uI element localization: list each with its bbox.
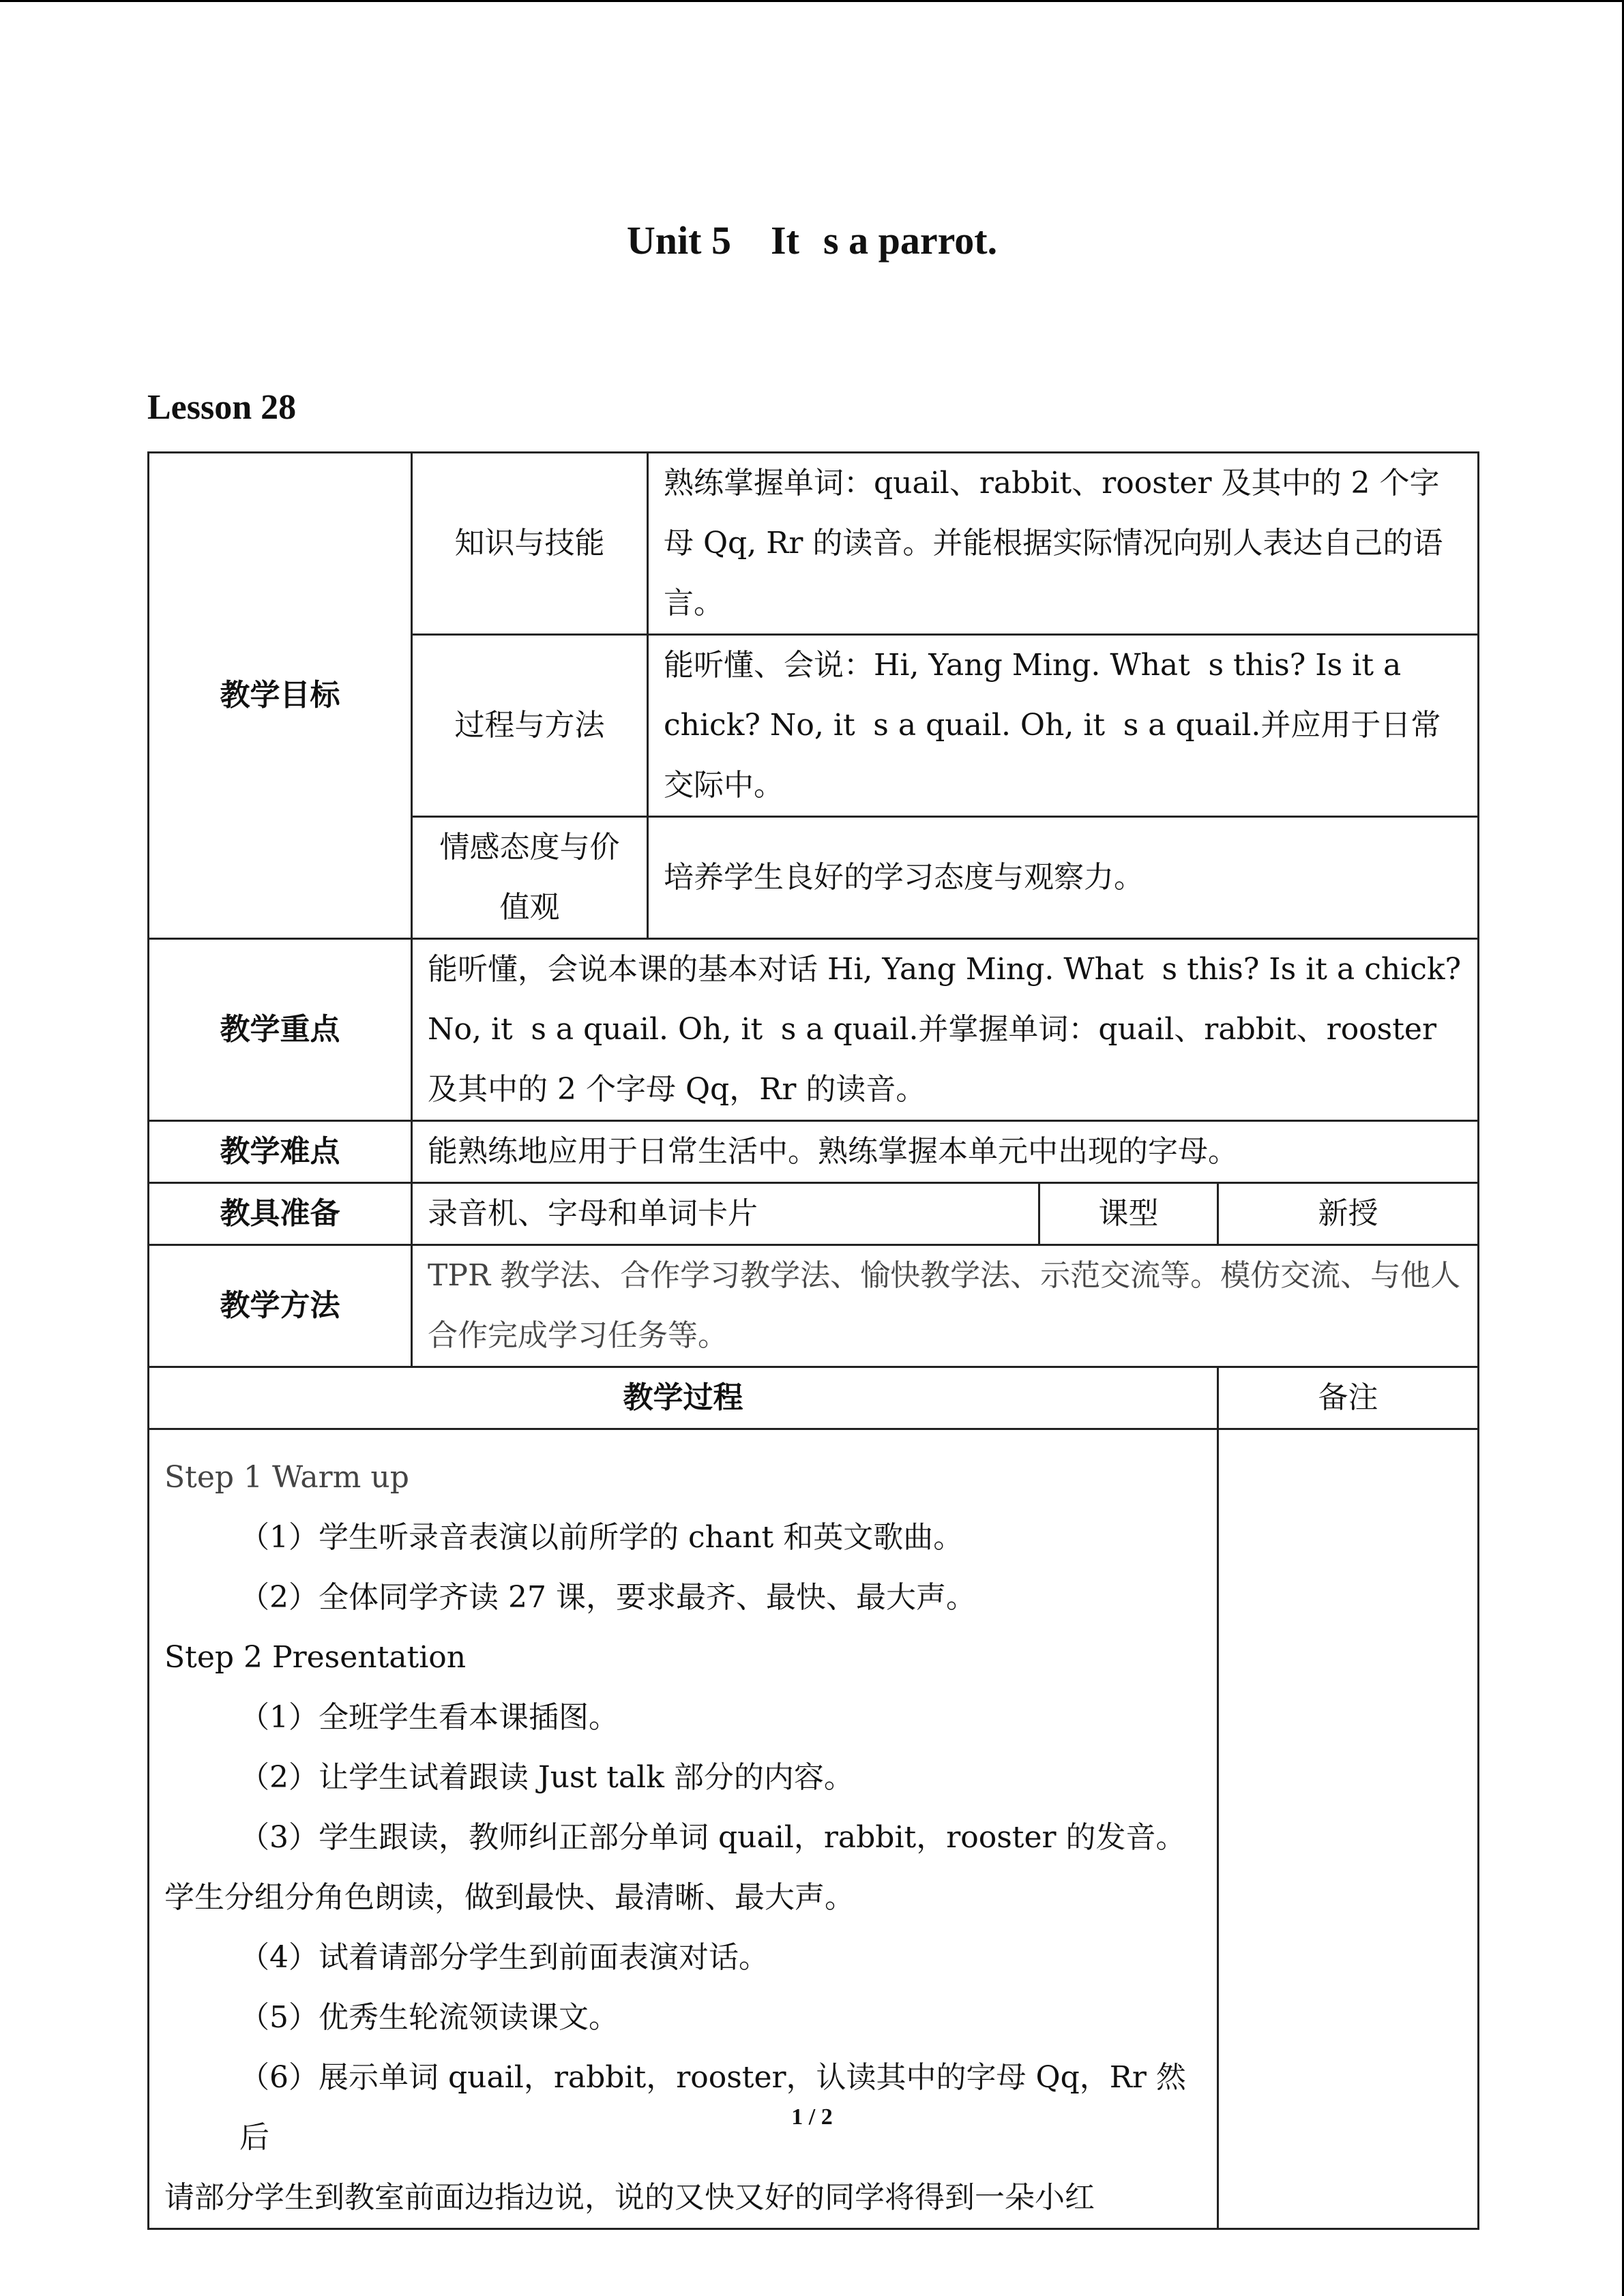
process-line: 请部分学生到教室前面边指边说，说的又快又好的同学将得到一朵小红 <box>164 2180 1095 2215</box>
difficulties-label: 教学难点 <box>149 1121 412 1183</box>
page-border <box>0 0 1624 2</box>
notes-header: 备注 <box>1218 1367 1479 1429</box>
objective-attitude-text: 培养学生良好的学习态度与观察力。 <box>648 817 1479 939</box>
objective-attitude-label: 情感态度与价值观 <box>412 817 648 939</box>
key-points-label: 教学重点 <box>149 939 412 1121</box>
objective-knowledge-text: 熟练掌握单词：quail、rabbit、rooster 及其中的 2 个字母 Qq, Rr 的读音。并能根据实际情况向别人表达自己的语言。 <box>648 453 1479 635</box>
process-line: （2）全体同学齐读 27 课，要求最齐、最快、最大声。 <box>239 1580 976 1615</box>
materials-text: 录音机、字母和单词卡片 <box>412 1183 1039 1245</box>
process-line: （2）让学生试着跟读 Just talk 部分的内容。 <box>239 1760 854 1795</box>
process-line: （4）试着请部分学生到前面表演对话。 <box>239 1940 769 1975</box>
step-heading: Step 1 Warm up <box>164 1460 409 1495</box>
process-line: （5）优秀生轮流领读课文。 <box>239 2000 619 2035</box>
methods-label: 教学方法 <box>149 1245 412 1367</box>
process-header: 教学过程 <box>149 1367 1218 1429</box>
key-points-text: 能听懂，会说本课的基本对话 Hi, Yang Ming. Whats this? Is it a chick? No, its a quail. Oh, its a quail.并掌握单词：quail、rabbit、rooster 及其中的 2 个字母 Qq，Rr 的读音。 <box>412 939 1479 1121</box>
materials-label: 教具准备 <box>149 1183 412 1245</box>
page-number: 1 / 2 <box>791 2104 833 2130</box>
objective-process-label: 过程与方法 <box>412 635 648 817</box>
process-line: （1）学生听录音表演以前所学的 chant 和英文歌曲。 <box>239 1520 964 1555</box>
process-line: 学生分组分角色朗读，做到最快、最清晰、最大声。 <box>164 1880 855 1915</box>
lesson-type-value: 新授 <box>1218 1183 1479 1245</box>
process-line: （6）展示单词 quail，rabbit，rooster，认读其中的字母 Qq，Rr 然后 <box>239 2060 1186 2155</box>
methods-text: TPR 教学法、合作学习教学法、愉快教学法、示范交流等。模仿交流、与他人合作完成学习任务等。 <box>412 1245 1479 1367</box>
process-line: （1）全班学生看本课插图。 <box>239 1700 619 1735</box>
lesson-type-label: 课型 <box>1039 1183 1218 1245</box>
lesson-heading: Lesson 28 <box>147 388 297 427</box>
step-heading: Step 2 Presentation <box>164 1640 467 1675</box>
objective-knowledge-label: 知识与技能 <box>412 453 648 635</box>
objectives-label: 教学目标 <box>149 453 412 939</box>
difficulties-text: 能熟练地应用于日常生活中。熟练掌握本单元中出现的字母。 <box>412 1121 1479 1183</box>
lesson-plan-table <box>147 451 1479 2230</box>
objective-process-text: 能听懂、会说：Hi, Yang Ming. Whats this? Is it a chick? No, its a quail. Oh, its a quail.并应用于日常交际中。 <box>648 635 1479 817</box>
document-title: Unit 5 Its a parrot. <box>626 218 998 263</box>
process-line: （3）学生跟读，教师纠正部分单词 quail，rabbit，rooster 的发音。 <box>239 1820 1186 1855</box>
